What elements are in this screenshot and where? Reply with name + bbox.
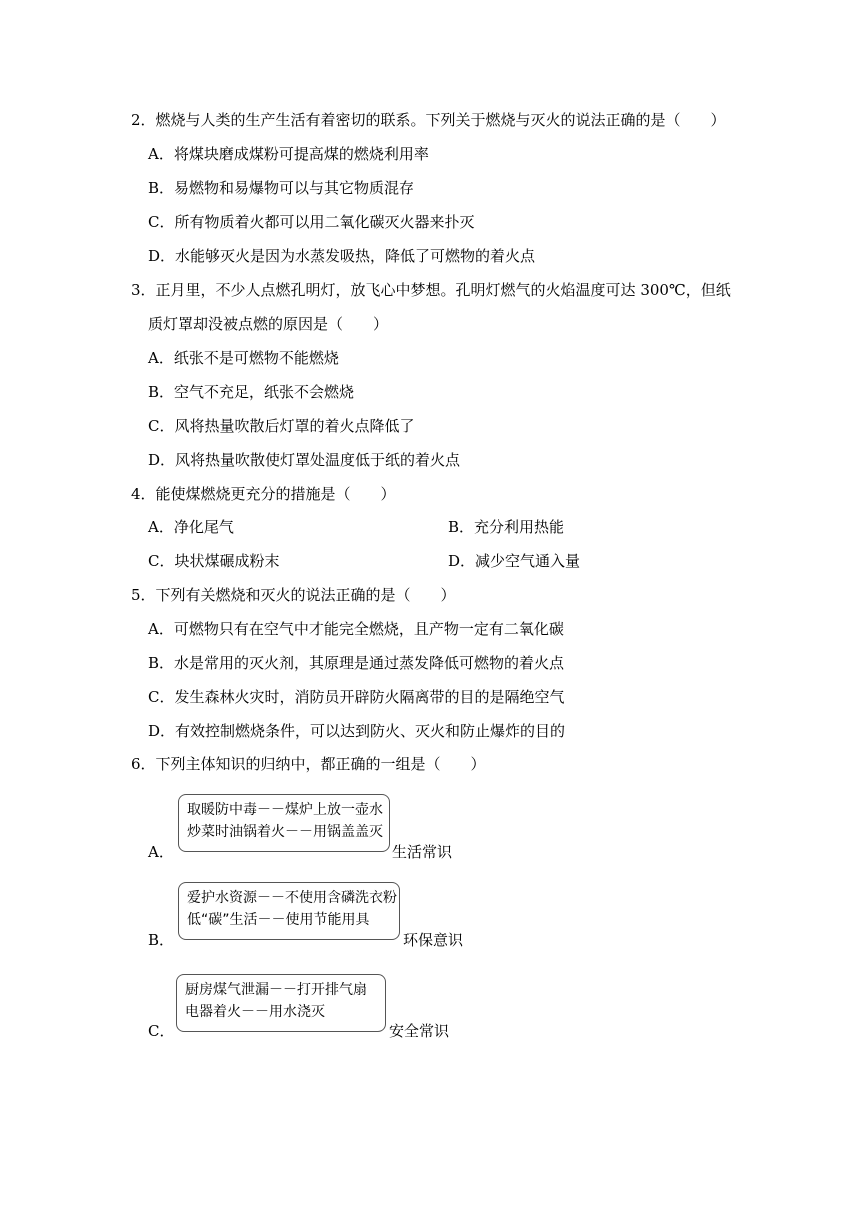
question-4-stem: 4．能使煤燃烧更充分的措施是（ ） (131, 485, 396, 503)
question-4-option-b: B．充分利用热能 (448, 518, 565, 536)
question-3-option-b: B．空气不充足，纸张不会燃烧 (148, 383, 355, 401)
option-b-box-line1: 爱护水资源－－不使用含磷洗衣粉 (187, 890, 397, 906)
question-6-option-b-category: 环保意识 (403, 931, 464, 949)
question-5-option-a: A．可燃物只有在空气中才能完全燃烧，且产物一定有二氧化碳 (148, 620, 564, 638)
option-a-box-line1: 取暖防中毒－－煤炉上放一壶水 (187, 802, 383, 818)
question-6-option-a-letter: A． (148, 843, 174, 861)
question-5-option-b: B．水是常用的灭火剂，其原理是通过蒸发降低可燃物的着火点 (148, 654, 565, 672)
question-6-option-b-box (178, 882, 400, 940)
question-6-option-c-letter: C． (148, 1022, 175, 1040)
question-6-stem: 6．下列主体知识的归纳中，都正确的一组是（ ） (131, 755, 486, 773)
question-5-option-c: C．发生森林火灾时，消防员开辟防火隔离带的目的是隔绝空气 (148, 688, 565, 706)
question-2-stem: 2．燃烧与人类的生产生活有着密切的联系。下列关于燃烧与灭火的说法正确的是（ ） (131, 111, 726, 129)
question-6-option-c-box (176, 974, 386, 1032)
question-4-option-a: A．净化尾气 (148, 518, 234, 536)
question-3-option-a: A．纸张不是可燃物不能燃烧 (148, 349, 339, 367)
question-5-option-d: D．有效控制燃烧条件，可以达到防火、灭火和防止爆炸的目的 (148, 722, 566, 740)
option-c-box-line2: 电器着火－－用水浇灭 (185, 1004, 325, 1020)
question-5-stem: 5．下列有关燃烧和灭火的说法正确的是（ ） (131, 586, 456, 604)
question-4-option-c: C．块状煤碾成粉末 (148, 552, 280, 570)
question-6-option-a-category: 生活常识 (392, 843, 453, 861)
question-6-option-a-box (178, 794, 390, 852)
option-c-box-line1: 厨房煤气泄漏－－打开排气扇 (185, 982, 367, 998)
question-3-option-c: C．风将热量吹散后灯罩的着火点降低了 (148, 417, 415, 435)
question-6-option-c-category: 安全常识 (389, 1022, 450, 1040)
question-2-option-d: D．水能够灭火是因为水蒸发吸热，降低了可燃物的着火点 (148, 247, 536, 265)
option-a-box-line2: 炒菜时油锅着火－－用锅盖盖灭 (187, 824, 383, 840)
question-3-option-d: D．风将热量吹散使灯罩处温度低于纸的着火点 (148, 451, 461, 469)
question-6-option-b-letter: B． (148, 931, 175, 949)
question-2-option-a: A．将煤块磨成煤粉可提高煤的燃烧利用率 (148, 145, 429, 163)
question-3-stem-line2: 质灯罩却没被点燃的原因是（ ） (148, 315, 389, 333)
question-2-option-b: B．易燃物和易爆物可以与其它物质混存 (148, 179, 415, 197)
option-b-box-line2: 低“碳”生活－－使用节能用具 (187, 912, 370, 928)
question-3-stem-line1: 3．正月里，不少人点燃孔明灯，放飞心中梦想。孔明灯燃气的火焰温度可达 300℃，但纸 (131, 281, 731, 299)
question-4-option-d: D．减少空气通入量 (448, 552, 581, 570)
question-2-option-c: C．所有物质着火都可以用二氧化碳灭火器来扑灭 (148, 213, 475, 231)
